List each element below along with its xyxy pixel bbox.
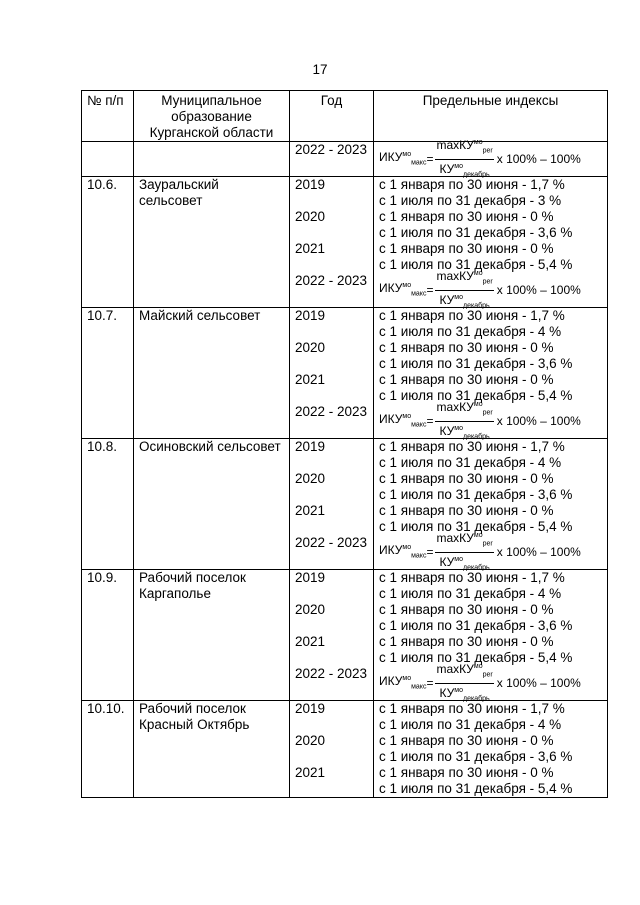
year-label: 2022 - 2023 — [295, 535, 368, 550]
year-label: 2020 — [295, 340, 326, 355]
index-line: с 1 января по 30 июня - 0 % — [379, 340, 554, 355]
header-indices: Предельные индексы — [374, 91, 608, 142]
index-line: с 1 января по 30 июня - 0 % — [379, 503, 554, 518]
formula-slot — [379, 138, 602, 178]
formula-fraction — [435, 660, 493, 706]
cell-indices — [374, 570, 608, 701]
cell-num: 10.6. — [82, 177, 134, 308]
index-line: с 1 июля по 31 декабря - 4 % — [379, 586, 562, 601]
index-line: с 1 июля по 31 декабря - 3,6 % — [379, 749, 573, 764]
index-line: с 1 июля по 31 декабря - 4 % — [379, 717, 562, 732]
index-line: с 1 января по 30 июня - 1,7 % — [379, 177, 565, 192]
cell-num — [82, 142, 134, 177]
formula-denominator: $КУ^{мо}_{декабрь}$ — [439, 554, 490, 571]
cell-num: 10.7. — [82, 308, 134, 439]
cell-indices — [374, 439, 608, 570]
formula — [379, 531, 602, 571]
formula-numerator: maxКУ$^{мо}_{per}$ — [435, 398, 493, 421]
cell-municipality — [134, 142, 290, 177]
year-label: 2019 — [295, 570, 326, 585]
formula — [379, 400, 602, 440]
formula-numerator: maxКУ$^{мо}_{per}$ — [435, 136, 493, 159]
cell-municipality: Рабочий поселок Каргаполье — [134, 570, 290, 701]
formula-lhs: $ИКУ^{мо}_{макс}$ — [379, 542, 427, 560]
index-line: с 1 января по 30 июня - 1,7 % — [379, 439, 565, 454]
cell-year — [290, 142, 374, 177]
formula-lhs: $ИКУ^{мо}_{макс}$ — [379, 411, 427, 429]
table-row — [82, 308, 608, 439]
table-row — [82, 701, 608, 798]
year-label: 2020 — [295, 209, 326, 224]
formula-tail: x 100% – 100% — [496, 283, 581, 297]
formula-denominator: $КУ^{мо}_{декабрь}$ — [439, 423, 490, 440]
cell-indices — [374, 138, 608, 178]
formula-tail: x 100% – 100% — [496, 152, 581, 166]
cell-year — [290, 439, 374, 570]
limit-indices-table — [81, 90, 608, 798]
table-row — [82, 570, 608, 701]
cell-year — [290, 701, 374, 798]
formula — [379, 662, 602, 702]
year-label: 2021 — [295, 503, 326, 518]
year-label: 2022 - 2023 — [295, 666, 368, 681]
cell-municipality: Майский сельсовет — [134, 308, 290, 439]
table-row — [82, 177, 608, 308]
index-line: с 1 июля по 31 декабря - 3,6 % — [379, 356, 573, 371]
year-label: 2019 — [295, 701, 326, 716]
index-line: с 1 января по 30 июня - 0 % — [379, 765, 554, 780]
year-label: 2021 — [295, 372, 326, 387]
formula-lhs: $ИКУ^{мо}_{макс}$ — [379, 280, 427, 298]
index-line: с 1 января по 30 июня - 0 % — [379, 471, 554, 486]
index-line: с 1 января по 30 июня - 0 % — [379, 634, 554, 649]
formula-fraction — [435, 398, 493, 444]
formula-fraction — [435, 136, 493, 182]
table-row — [82, 439, 608, 570]
cell-year — [290, 570, 374, 701]
header-num: № п/п — [82, 91, 134, 142]
cell-year — [290, 308, 374, 439]
formula — [379, 138, 602, 178]
year-label: 2022 - 2023 — [295, 273, 368, 288]
index-line: с 1 июля по 31 декабря - 5,4 % — [379, 388, 573, 403]
formula-equals: = — [426, 414, 434, 428]
formula-equals: = — [426, 545, 434, 559]
index-line: с 1 января по 30 июня - 1,7 % — [379, 701, 565, 716]
header-year: Год — [290, 91, 374, 142]
cell-indices — [374, 308, 608, 439]
formula-denominator: $КУ^{мо}_{декабрь}$ — [439, 161, 490, 178]
year-label: 2021 — [295, 765, 326, 780]
cell-indices — [374, 701, 608, 798]
year-label: 2021 — [295, 634, 326, 649]
index-line: с 1 июля по 31 декабря - 5,4 % — [379, 781, 573, 796]
cell-municipality: Зауральский сельсовет — [134, 177, 290, 308]
index-line: с 1 января по 30 июня - 0 % — [379, 209, 554, 224]
index-line: с 1 июля по 31 декабря - 3,6 % — [379, 225, 573, 240]
formula-lhs: $ИКУ^{мо}_{макс}$ — [379, 149, 427, 167]
index-line: с 1 января по 30 июня - 0 % — [379, 733, 554, 748]
formula-denominator: $КУ^{мо}_{декабрь}$ — [439, 685, 490, 702]
index-line: с 1 января по 30 июня - 0 % — [379, 241, 554, 256]
year-label: 2020 — [295, 733, 326, 748]
index-line: с 1 июля по 31 декабря - 3 % — [379, 193, 562, 208]
formula-numerator: maxКУ$^{мо}_{per}$ — [435, 529, 493, 552]
index-line: с 1 июля по 31 декабря - 5,4 % — [379, 650, 573, 665]
page-number: 17 — [312, 62, 328, 77]
cell-num: 10.9. — [82, 570, 134, 701]
index-line: с 1 июля по 31 декабря - 5,4 % — [379, 257, 573, 272]
cell-municipality: Рабочий поселок Красный Октябрь — [134, 701, 290, 798]
cell-num: 10.8. — [82, 439, 134, 570]
index-line: с 1 января по 30 июня - 0 % — [379, 602, 554, 617]
formula-fraction — [435, 267, 493, 313]
formula-tail: x 100% – 100% — [496, 545, 581, 559]
index-line: с 1 января по 30 июня - 1,7 % — [379, 570, 565, 585]
year-label: 2022 - 2023 — [295, 404, 368, 419]
year-label: 2020 — [295, 471, 326, 486]
cell-municipality: Осиновский сельсовет — [134, 439, 290, 570]
formula-numerator: maxКУ$^{мо}_{per}$ — [435, 660, 493, 683]
formula-fraction — [435, 529, 493, 575]
index-line: с 1 июля по 31 декабря - 4 % — [379, 324, 562, 339]
index-line: с 1 июля по 31 декабря - 3,6 % — [379, 618, 573, 633]
cell-year — [290, 177, 374, 308]
table-header-row — [82, 91, 608, 142]
header-municipality: Муниципальное образование Курганской области — [134, 91, 290, 142]
formula-denominator: $КУ^{мо}_{декабрь}$ — [439, 292, 490, 309]
index-line: с 1 июля по 31 декабря - 3,6 % — [379, 487, 573, 502]
cell-num: 10.10. — [82, 701, 134, 798]
year-label: 2022 - 2023 — [295, 142, 368, 157]
formula-equals: = — [426, 152, 434, 166]
year-label: 2019 — [295, 439, 326, 454]
year-label: 2021 — [295, 241, 326, 256]
year-label: 2020 — [295, 602, 326, 617]
formula-numerator: maxКУ$^{мо}_{per}$ — [435, 267, 493, 290]
formula — [379, 269, 602, 309]
formula-equals: = — [426, 283, 434, 297]
continuation-row — [82, 142, 608, 177]
year-label: 2019 — [295, 308, 326, 323]
year-label: 2019 — [295, 177, 326, 192]
formula-tail: x 100% – 100% — [496, 676, 581, 690]
index-line: с 1 января по 30 июня - 0 % — [379, 372, 554, 387]
cell-indices — [374, 177, 608, 308]
formula-equals: = — [426, 676, 434, 690]
index-line: с 1 июля по 31 декабря - 5,4 % — [379, 519, 573, 534]
index-line: с 1 января по 30 июня - 1,7 % — [379, 308, 565, 323]
index-line: с 1 июля по 31 декабря - 4 % — [379, 455, 562, 470]
formula-lhs: $ИКУ^{мо}_{макс}$ — [379, 673, 427, 691]
formula-tail: x 100% – 100% — [496, 414, 581, 428]
